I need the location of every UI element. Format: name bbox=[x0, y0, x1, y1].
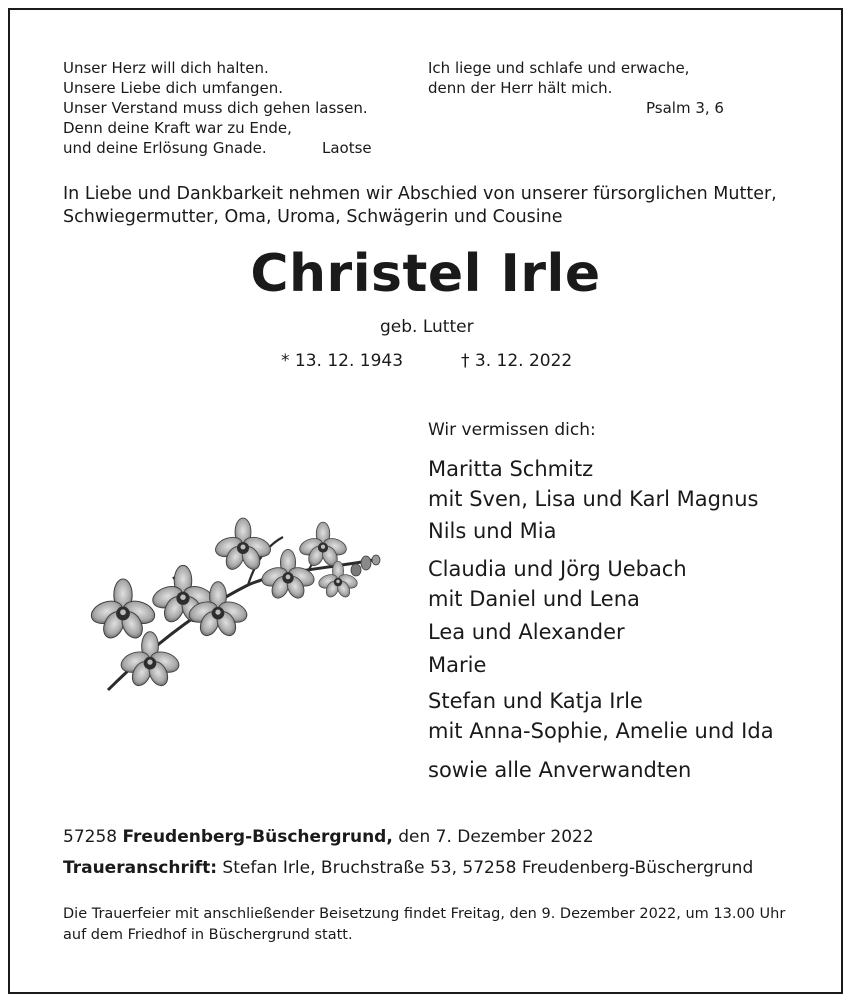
quote-left-line: Unser Verstand muss dich gehen lassen. bbox=[63, 99, 368, 117]
quote-right-line: denn der Herr hält mich. bbox=[428, 79, 613, 97]
quote-left-line: und deine Erlösung Gnade. bbox=[63, 139, 267, 157]
quote-left-line: Unsere Liebe dich umfangen. bbox=[63, 79, 283, 97]
mourner-line: mit Daniel und Lena bbox=[428, 587, 640, 611]
mourner-line: Claudia und Jörg Uebach bbox=[428, 557, 687, 581]
mourning-address-label: Traueranschrift: bbox=[63, 858, 218, 878]
mourner-line: Maritta Schmitz bbox=[428, 457, 594, 481]
mourner-line: Lea und Alexander bbox=[428, 620, 625, 644]
intro-line: Schwiegermutter, Oma, Uroma, Schwägerin und Cousine bbox=[63, 207, 563, 227]
mourning-address bbox=[63, 858, 753, 878]
mourning-address-value: Stefan Irle, Bruchstraße 53, 57258 Freudenberg-Büschergrund bbox=[222, 858, 754, 878]
mourner-line: sowie alle Anverwandten bbox=[428, 758, 692, 782]
birth-name: geb. Lutter bbox=[380, 317, 474, 337]
death-date: † 3. 12. 2022 bbox=[461, 351, 573, 371]
quote-right-source: Psalm 3, 6 bbox=[646, 99, 724, 117]
mourner-line: Marie bbox=[428, 653, 487, 677]
orchid-branch-icon bbox=[88, 515, 383, 710]
mourner-line: Nils und Mia bbox=[428, 519, 557, 543]
quote-right-line: Ich liege und schlafe und erwache, bbox=[428, 59, 690, 77]
postal-code: 57258 bbox=[63, 827, 118, 847]
place-name: Freudenberg-Büschergrund, bbox=[122, 827, 393, 847]
birth-date: * 13. 12. 1943 bbox=[281, 351, 404, 371]
intro-line: In Liebe und Dankbarkeit nehmen wir Abschied von unserer fürsorglichen Mutter, bbox=[63, 184, 777, 204]
funeral-notice-line: Die Trauerfeier mit anschließender Beisetzung findet Freitag, den 9. Dezember 2022, um 13.00 Uhr bbox=[63, 906, 786, 922]
quote-left-line: Denn deine Kraft war zu Ende, bbox=[63, 119, 292, 137]
funeral-notice-line: auf dem Friedhof in Büschergrund statt. bbox=[63, 927, 353, 943]
place-date bbox=[63, 827, 594, 847]
deceased-name: Christel Irle bbox=[250, 244, 601, 304]
mourner-line: mit Sven, Lisa und Karl Magnus bbox=[428, 487, 759, 511]
quote-left-author: Laotse bbox=[322, 139, 372, 157]
notice-date: den 7. Dezember 2022 bbox=[398, 827, 594, 847]
mourners-heading: Wir vermissen dich: bbox=[428, 420, 596, 440]
mourner-line: Stefan und Katja Irle bbox=[428, 689, 643, 713]
quote-left-line: Unser Herz will dich halten. bbox=[63, 59, 269, 77]
mourner-line: mit Anna-Sophie, Amelie und Ida bbox=[428, 719, 774, 743]
